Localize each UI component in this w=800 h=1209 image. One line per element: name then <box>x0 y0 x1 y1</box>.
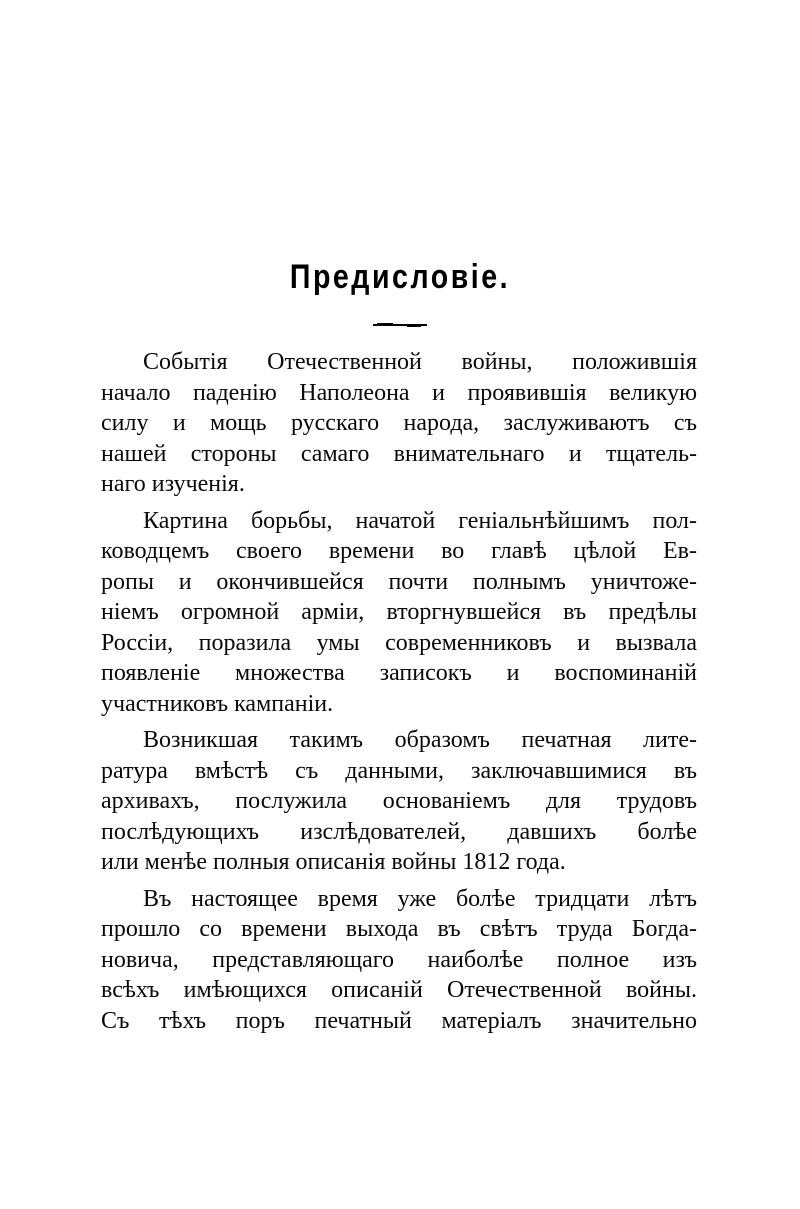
paragraph-1 <box>101 347 697 500</box>
text-line: участниковъ кампаніи. <box>101 690 334 717</box>
text-line: начало паденію Наполеона и проявившія великую <box>101 379 697 406</box>
text-line: Въ настоящее время уже болѣе тридцати лѣтъ <box>143 885 697 912</box>
text-line: Картина борьбы, начатой геніальнѣйшимъ пол- <box>143 507 697 534</box>
text-line: Событія Отечественной войны, положившія <box>143 349 697 375</box>
text-line: ководцемъ своего времени во главѣ цѣлой Ев- <box>101 538 697 564</box>
text-line: всѣхъ имѣющихся описаній Отечественной войны. <box>101 977 697 1003</box>
text-line: появленіе множества записокъ и воспоминаній <box>101 660 697 686</box>
page-title: Предисловіе. <box>289 258 511 296</box>
text-line: архивахъ, послужила основаніемъ для трудовъ <box>101 788 697 814</box>
divider-rule-icon <box>373 324 427 326</box>
text-line: Россіи, поразила умы современниковъ и вызвала <box>101 629 697 656</box>
text-line: или менѣе полныя описанія войны 1812 года. <box>101 849 566 875</box>
text-line: нашей стороны самаго внимательнаго и тщатель- <box>101 440 697 467</box>
text-line: наго изученія. <box>101 471 245 497</box>
paragraph-2 <box>101 506 697 720</box>
paragraph-4 <box>101 884 697 1037</box>
text-line: прошло со времени выхода въ свѣтъ труда Богда- <box>101 916 697 942</box>
text-line: ніемъ огромной арміи, вторгнувшейся въ предѣлы <box>101 599 697 625</box>
text-line: ратура вмѣстѣ съ данными, заключавшимися въ <box>101 757 697 784</box>
text-line: силу и мощь русскаго народа, заслуживаютъ съ <box>101 410 697 436</box>
text-line: послѣдующихъ изслѣдователей, давшихъ болѣе <box>101 818 697 845</box>
text-line: новича, представляющаго наиболѣе полное изъ <box>101 946 697 973</box>
text-line: ропы и окончившейся почти полнымъ уничтоже- <box>101 568 697 595</box>
text-line: Возникшая такимъ образомъ печатная лите- <box>143 727 697 753</box>
text-block <box>101 347 697 1036</box>
paragraph-3 <box>101 725 697 878</box>
text-line: Съ тѣхъ поръ печатный матеріалъ значительно <box>101 1007 697 1034</box>
